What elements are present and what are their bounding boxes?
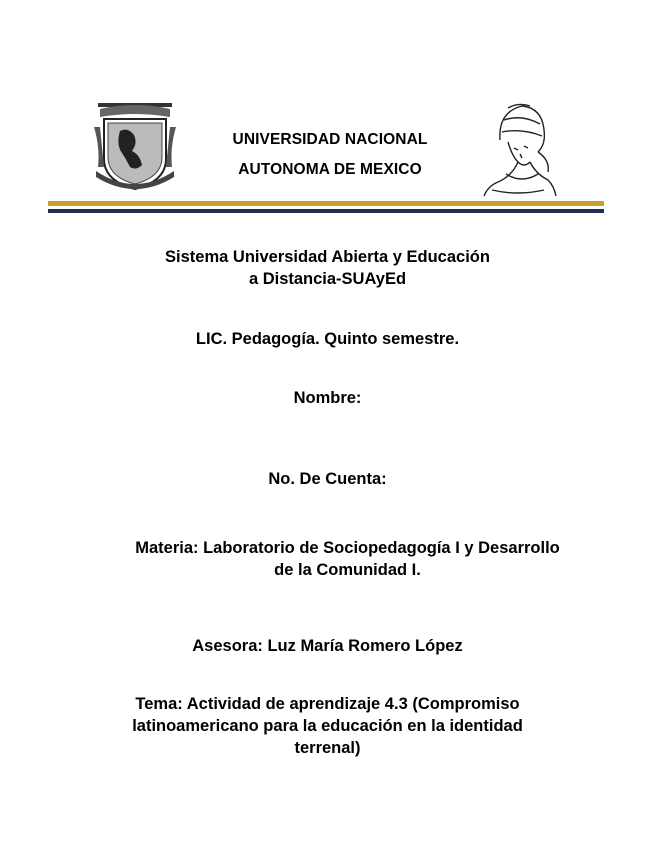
university-name-line2: AUTONOMA DE MEXICO — [238, 161, 422, 178]
header-rule-navy — [48, 209, 604, 213]
unam-shield-logo — [90, 97, 180, 193]
topic-line3: terrenal) — [294, 739, 361, 757]
university-name-line1: UNIVERSIDAD NACIONAL — [232, 131, 428, 148]
system-title-line2: a Distancia-SUAyEd — [248, 270, 407, 288]
subject-line2: de la Comunidad I. — [274, 561, 421, 579]
header-rule-gold — [48, 201, 604, 206]
topic-line1: Tema: Actividad de aprendizaje 4.3 (Compromiso — [135, 695, 520, 713]
name-label: Nombre: — [293, 389, 362, 407]
subject-line1: Materia: Laboratorio de Sociopedagogía I y Desarrollo — [135, 539, 560, 557]
system-title-line1: Sistema Universidad Abierta y Educación — [165, 248, 490, 266]
athena-helmet-logo — [478, 100, 558, 200]
program-line: LIC. Pedagogía. Quinto semestre. — [195, 330, 460, 348]
advisor-line: Asesora: Luz María Romero López — [192, 637, 463, 655]
account-label: No. De Cuenta: — [268, 470, 387, 488]
topic-line2: latinoamericano para la educación en la identidad — [132, 717, 523, 735]
